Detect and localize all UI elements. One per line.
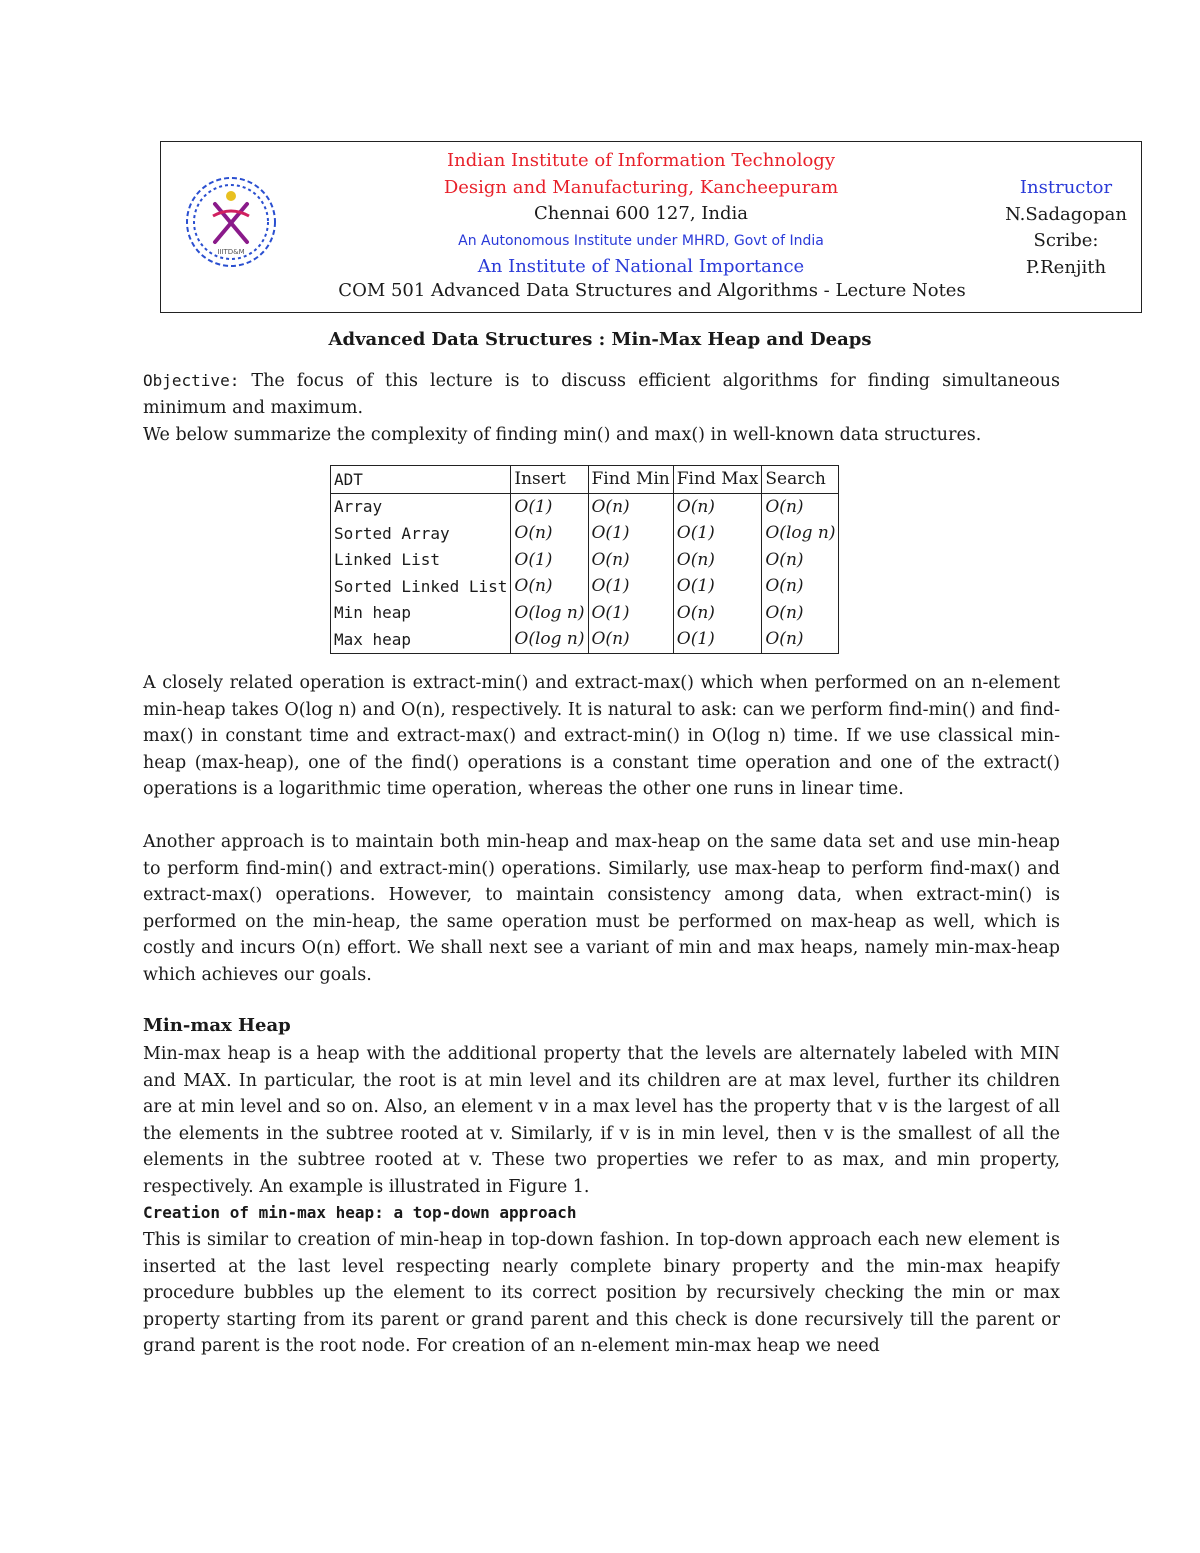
scribe-label: Scribe:	[1033, 230, 1099, 251]
table-cell: O(n)	[673, 600, 762, 627]
objective-paragraph	[143, 368, 1060, 421]
table-header-cell: Find Max	[673, 466, 762, 494]
table-cell: O(1)	[673, 520, 762, 547]
institute-autonomy: An Autonomous Institute under MHRD, Govt of India	[458, 232, 824, 249]
table-cell: O(n)	[762, 573, 839, 600]
table-cell: O(n)	[588, 493, 673, 520]
table-row	[331, 573, 839, 600]
table-cell: O(n)	[762, 493, 839, 520]
course-title: COM 501 Advanced Data Structures and Algorithms - Lecture Notes	[338, 280, 966, 301]
table-cell: O(1)	[511, 493, 588, 520]
instructor-name: N.Sadagopan	[1005, 203, 1127, 225]
institute-info	[301, 148, 981, 281]
objective-text: The focus of this lecture is to discuss efficient algorithms for finding simultaneous minimum and maximum.	[143, 371, 1060, 418]
table-cell: O(log n)	[762, 520, 839, 547]
table-row	[331, 600, 839, 627]
table-cell: O(n)	[511, 573, 588, 600]
table-cell: O(1)	[588, 600, 673, 627]
complexity-table	[330, 465, 839, 654]
table-header-cell: ADT	[331, 466, 511, 494]
institute-name: Indian Institute of Information Technology	[446, 150, 835, 171]
paragraph-min-max-definition: Min-max heap is a heap with the additional property that the levels are alternately labeled with MIN and MAX. In particular, the root is at min level and its children are at max level, further its children are at min level and so on. Also, an element v in a max level has the property that v is the largest of all the elements in the subtree rooted at v. Similarly, if v is in min level, then v is the smallest of all the elements in the subtree rooted at v. These two properties we refer to as max, and min property, respectively. An example is illustrated in Figure 1.	[143, 1044, 1060, 1197]
table-cell: O(log n)	[511, 626, 588, 653]
lecture-title: Advanced Data Structures : Min-Max Heap and Deaps	[328, 329, 872, 350]
table-cell: O(1)	[673, 626, 762, 653]
table-header-cell: Search	[762, 466, 839, 494]
paragraph-extract-ops: A closely related operation is extract-min() and extract-max() which when performed on an n-element min-heap takes O(log n) and O(n), respectively. It is natural to ask: can we perform find-min() and find-max() in constant time and extract-max() and extract-min() in O(log n) time. If we use classical min-heap (max-heap), one of the find() operations is a constant time operation and one of the extract() operations is a logarithmic time operation, whereas the other one runs in linear time.	[143, 673, 1060, 799]
objective-label: Objective:	[143, 371, 240, 390]
svg-text:IIITD&M: IIITD&M	[217, 248, 245, 256]
table-row	[331, 520, 839, 547]
table-row	[331, 493, 839, 520]
table-row	[331, 626, 839, 653]
table-cell: Max heap	[331, 626, 511, 653]
table-cell: O(n)	[511, 520, 588, 547]
institute-address: Chennai 600 127, India	[533, 203, 748, 224]
table-cell: O(n)	[588, 547, 673, 574]
table-cell: O(n)	[762, 600, 839, 627]
intro-paragraph: We below summarize the complexity of finding min() and max() in well-known data structures.	[143, 425, 982, 445]
instructor-info	[991, 175, 1141, 281]
institute-importance: An Institute of National Importance	[477, 256, 805, 277]
header-box	[160, 141, 1142, 313]
table-cell: O(n)	[673, 493, 762, 520]
table-cell: O(n)	[588, 626, 673, 653]
table-cell: Array	[331, 493, 511, 520]
scribe-name: P.Renjith	[1025, 256, 1107, 278]
table-header-cell: Find Min	[588, 466, 673, 494]
table-cell: Min heap	[331, 600, 511, 627]
institute-logo	[179, 170, 283, 274]
section-heading-min-max-heap: Min-max Heap	[143, 1015, 291, 1036]
table-cell: Sorted Array	[331, 520, 511, 547]
table-cell: Sorted Linked List	[331, 573, 511, 600]
table-cell: Linked List	[331, 547, 511, 574]
table-cell: O(n)	[673, 547, 762, 574]
table-row	[331, 547, 839, 574]
table-header-cell: Insert	[511, 466, 588, 494]
institute-location: Design and Manufacturing, Kancheepuram	[443, 176, 839, 198]
table-cell: O(1)	[588, 573, 673, 600]
table-header-row	[331, 466, 839, 494]
table-cell: O(n)	[762, 626, 839, 653]
instructor-label: Instructor	[1019, 177, 1113, 198]
table-cell: O(n)	[762, 547, 839, 574]
subheading-top-down: Creation of min-max heap: a top-down approach	[143, 1203, 577, 1222]
paragraph-another-approach: Another approach is to maintain both min-heap and max-heap on the same data set and use min-heap to perform find-min() and extract-min() operations. Similarly, use max-heap to perform find-max() and extract-max() operations. However, to maintain consistency among data, when extract-min() is performed on the min-heap, the same operation must be performed on max-heap as well, which is costly and incurs O(n) effort. We shall next see a variant of min and max heaps, namely min-max-heap which achieves our goals.	[143, 832, 1060, 985]
table-cell: O(log n)	[511, 600, 588, 627]
paragraph-top-down: This is similar to creation of min-heap in top-down fashion. In top-down approach each new element is inserted at the last level respecting nearly complete binary property and the min-max heapify procedure bubbles up the element to its correct position by recursively checking the min or max property starting from its parent or grand parent and this check is done recursively till the parent or grand parent is the root node. For creation of an n-element min-max heap we need	[143, 1230, 1060, 1356]
table-cell: O(1)	[511, 547, 588, 574]
table-cell: O(1)	[588, 520, 673, 547]
table-cell: O(1)	[673, 573, 762, 600]
